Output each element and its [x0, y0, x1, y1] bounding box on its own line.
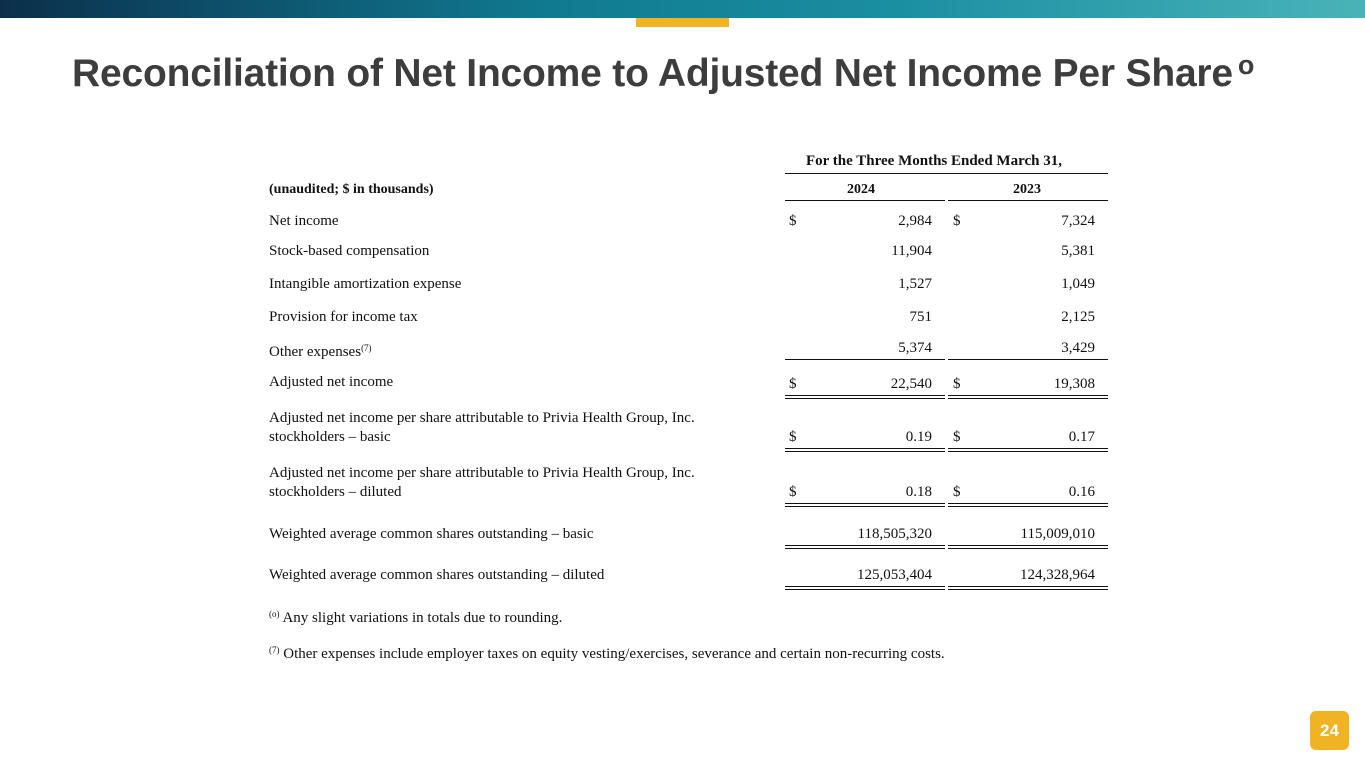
- row-label-eps-diluted-line1: Adjusted net income per share attributable to Privia Health Group, Inc.: [269, 465, 695, 481]
- subtotal-rule: [948, 359, 1108, 360]
- value-2024-net-income: 2,984: [898, 213, 932, 229]
- row-label-other-expenses: [269, 339, 372, 361]
- footnote-marker: (7): [361, 343, 372, 353]
- unit-label: (unaudited; $ in thousands): [269, 182, 434, 197]
- column-rule-2023: [948, 200, 1108, 201]
- value-2024-shares-diluted: 125,053,404: [857, 567, 932, 583]
- currency-symbol: $: [953, 376, 961, 392]
- period-header-rule: [785, 173, 1108, 174]
- value-2024-stock-based-compensation: 11,904: [891, 243, 932, 259]
- column-header-2024: 2024: [847, 182, 875, 197]
- currency-symbol: $: [953, 213, 961, 229]
- row-label-intangible-amortization: Intangible amortization expense: [269, 276, 462, 292]
- total-double-rule: [785, 506, 945, 507]
- value-2023-eps-diluted: 0.16: [1068, 484, 1095, 500]
- total-double-rule: [948, 398, 1108, 399]
- value-2023-other-expenses: 3,429: [1061, 340, 1095, 356]
- row-label-stock-based-compensation: Stock-based compensation: [269, 243, 430, 259]
- row-label-eps-diluted-line2: stockholders – diluted: [269, 484, 402, 500]
- total-double-rule: [785, 398, 945, 399]
- total-double-rule: [785, 586, 945, 587]
- currency-symbol: $: [789, 213, 797, 229]
- title-superscript: o: [1237, 50, 1255, 80]
- total-double-rule: [948, 448, 1108, 449]
- page-number-badge: 24: [1310, 711, 1349, 750]
- currency-symbol: $: [789, 484, 797, 500]
- period-header: For the Three Months Ended March 31,: [806, 153, 1062, 169]
- subtotal-rule: [785, 359, 945, 360]
- currency-symbol: $: [789, 376, 797, 392]
- row-label-eps-basic-line1: Adjusted net income per share attributable to Privia Health Group, Inc.: [269, 410, 695, 426]
- value-2023-shares-basic: 115,009,010: [1020, 526, 1095, 542]
- row-label-net-income: Net income: [269, 213, 339, 229]
- column-rule-2024: [785, 200, 945, 201]
- row-label-shares-diluted: Weighted average common shares outstanding – diluted: [269, 567, 605, 583]
- footnote-marker: (o): [269, 609, 280, 619]
- value-2023-adjusted-net-income: 19,308: [1053, 376, 1095, 392]
- value-2024-intangible-amortization: 1,527: [898, 276, 932, 292]
- value-2024-adjusted-net-income: 22,540: [890, 376, 932, 392]
- row-label-eps-basic-line2: stockholders – basic: [269, 429, 391, 445]
- total-double-rule: [785, 448, 945, 449]
- currency-symbol: $: [953, 429, 961, 445]
- total-double-rule: [785, 395, 945, 396]
- footnote-other-expenses: [269, 641, 945, 663]
- currency-symbol: $: [953, 484, 961, 500]
- value-2024-eps-basic: 0.19: [905, 429, 932, 445]
- value-2024-other-expenses: 5,374: [898, 340, 932, 356]
- total-double-rule: [948, 395, 1108, 396]
- value-2023-intangible-amortization: 1,049: [1061, 276, 1095, 292]
- value-2023-stock-based-compensation: 5,381: [1061, 243, 1095, 259]
- total-double-rule: [948, 545, 1108, 546]
- row-label-shares-basic: Weighted average common shares outstanding – basic: [269, 526, 594, 542]
- total-double-rule: [948, 451, 1108, 452]
- value-2024-provision-income-tax: 751: [909, 309, 932, 325]
- value-2023-provision-income-tax: 2,125: [1061, 309, 1095, 325]
- total-double-rule: [785, 451, 945, 452]
- value-2023-shares-diluted: 124,328,964: [1020, 567, 1095, 583]
- total-double-rule: [785, 589, 945, 590]
- value-2023-eps-basic: 0.17: [1068, 429, 1095, 445]
- value-2024-eps-diluted: 0.18: [905, 484, 932, 500]
- total-double-rule: [948, 503, 1108, 504]
- page-title-text: Reconciliation of Net Income to Adjusted Net Income Per Share: [72, 52, 1233, 95]
- other-expenses-label: Other expenses: [269, 344, 362, 360]
- total-double-rule: [948, 586, 1108, 587]
- total-double-rule: [785, 545, 945, 546]
- row-label-provision-income-tax: Provision for income tax: [269, 309, 418, 325]
- total-double-rule: [948, 589, 1108, 590]
- value-2024-shares-basic: 118,505,320: [857, 526, 932, 542]
- total-double-rule: [785, 548, 945, 549]
- footnote-text: Other expenses include employer taxes on equity vesting/exercises, severance and certain non-recurring costs.: [283, 646, 945, 662]
- column-header-2023: 2023: [1013, 182, 1041, 197]
- row-label-adjusted-net-income: Adjusted net income: [269, 374, 394, 390]
- footnote-rounding: [269, 605, 562, 627]
- footnote-marker: (7): [269, 645, 280, 655]
- total-double-rule: [948, 548, 1108, 549]
- total-double-rule: [948, 506, 1108, 507]
- currency-symbol: $: [789, 429, 797, 445]
- footnote-text: Any slight variations in totals due to rounding.: [282, 610, 563, 626]
- value-2023-net-income: 7,324: [1061, 213, 1095, 229]
- total-double-rule: [785, 503, 945, 504]
